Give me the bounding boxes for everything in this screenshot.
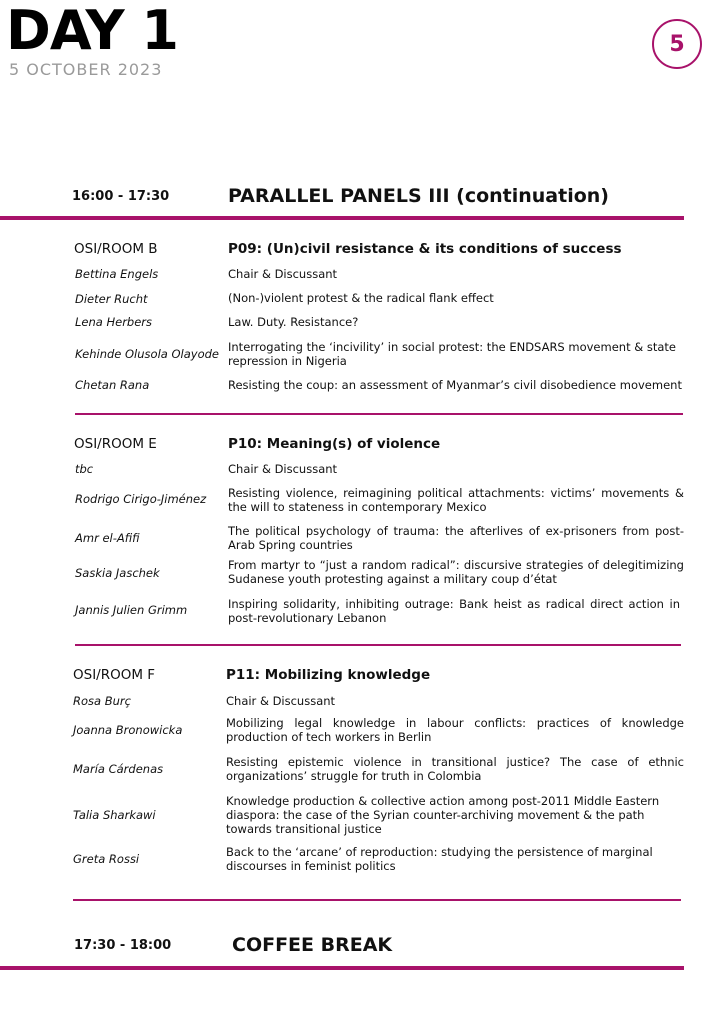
panel-divider bbox=[75, 413, 683, 415]
speaker-name: Jannis Julien Grimm bbox=[75, 603, 188, 617]
panel-room: OSI/ROOM E bbox=[74, 436, 157, 452]
page-number: 5 bbox=[669, 31, 685, 57]
speaker-name: Bettina Engels bbox=[75, 267, 159, 281]
day-date: 5 OCTOBER 2023 bbox=[9, 60, 163, 79]
speaker-name: Talia Sharkawi bbox=[73, 808, 156, 822]
talk-title: Knowledge production & collective action among post-2011 Middle Eastern diaspora: the case of the Syrian counter-archiving movement & the path towards transitional justice bbox=[226, 794, 660, 836]
session-time: 16:00 - 17:30 bbox=[72, 189, 170, 204]
panel-room: OSI/ROOM F bbox=[73, 667, 156, 683]
talk-title: Chair & Discussant bbox=[228, 462, 338, 476]
talk-title: Resisting violence, reimagining political attachments: victims’ movements & the will to stateness in contemporary Mexico bbox=[228, 486, 684, 514]
speaker-name: Joanna Bronowicka bbox=[73, 723, 183, 737]
session-divider bbox=[0, 966, 684, 970]
panel-title: P10: Meaning(s) of violence bbox=[228, 436, 441, 452]
talk-title: Resisting epistemic violence in transitional justice? The case of ethnic organizations’ struggle for truth in Colombia bbox=[226, 755, 684, 783]
session-title: COFFEE BREAK bbox=[232, 934, 393, 956]
panel-title: P09: (Un)civil resistance & its conditions of success bbox=[228, 241, 622, 257]
speaker-name: Greta Rossi bbox=[73, 852, 140, 866]
talk-title: Law. Duty. Resistance? bbox=[228, 315, 359, 329]
page-number-badge bbox=[652, 19, 702, 69]
talk-title: From martyr to “just a random radical”: discursive strategies of delegitimizing Sudanese youth protesting against a military coup d’état bbox=[228, 558, 684, 586]
session-title: PARALLEL PANELS III (continuation) bbox=[228, 185, 609, 207]
talk-title: Mobilizing legal knowledge in labour conflicts: practices of knowledge production of tech workers in Berlin bbox=[226, 716, 684, 744]
day-title: DAY 1 bbox=[6, 0, 178, 62]
talk-title: The political psychology of trauma: the afterlives of ex-prisoners from post-Arab Spring countries bbox=[228, 524, 684, 552]
panel-divider bbox=[73, 899, 681, 901]
speaker-name: Saskia Jaschek bbox=[75, 566, 160, 580]
panel-divider bbox=[75, 644, 681, 646]
talk-title: Back to the ‘arcane’ of reproduction: studying the persistence of marginal discourses in feminist politics bbox=[226, 845, 653, 873]
talk-title: Chair & Discussant bbox=[228, 267, 338, 281]
talk-title: Interrogating the ‘incivility’ in social protest: the ENDSARS movement & state repression in Nigeria bbox=[228, 340, 676, 368]
talk-title: Chair & Discussant bbox=[226, 694, 336, 708]
speaker-name: Lena Herbers bbox=[75, 315, 153, 329]
speaker-name: Rosa Burç bbox=[73, 694, 131, 708]
panel-room: OSI/ROOM B bbox=[74, 241, 158, 257]
session-divider bbox=[0, 216, 684, 220]
talk-title: (Non-)violent protest & the radical flank effect bbox=[228, 291, 494, 305]
speaker-name: Rodrigo Cirigo-Jiménez bbox=[75, 492, 207, 506]
session-time: 17:30 - 18:00 bbox=[74, 938, 172, 953]
speaker-name: Dieter Rucht bbox=[75, 292, 148, 306]
speaker-name: Amr el-Afifi bbox=[75, 531, 140, 545]
panel-title: P11: Mobilizing knowledge bbox=[226, 667, 431, 683]
speaker-name: tbc bbox=[75, 462, 94, 476]
speaker-name: Chetan Rana bbox=[75, 378, 150, 392]
talk-title: Inspiring solidarity, inhibiting outrage: Bank heist as radical direct action in post-revolutionary Lebanon bbox=[228, 597, 680, 625]
speaker-name: Kehinde Olusola Olayode bbox=[75, 347, 219, 361]
speaker-name: María Cárdenas bbox=[73, 762, 164, 776]
talk-title: Resisting the coup: an assessment of Myanmar’s civil disobedience movement bbox=[228, 378, 682, 392]
